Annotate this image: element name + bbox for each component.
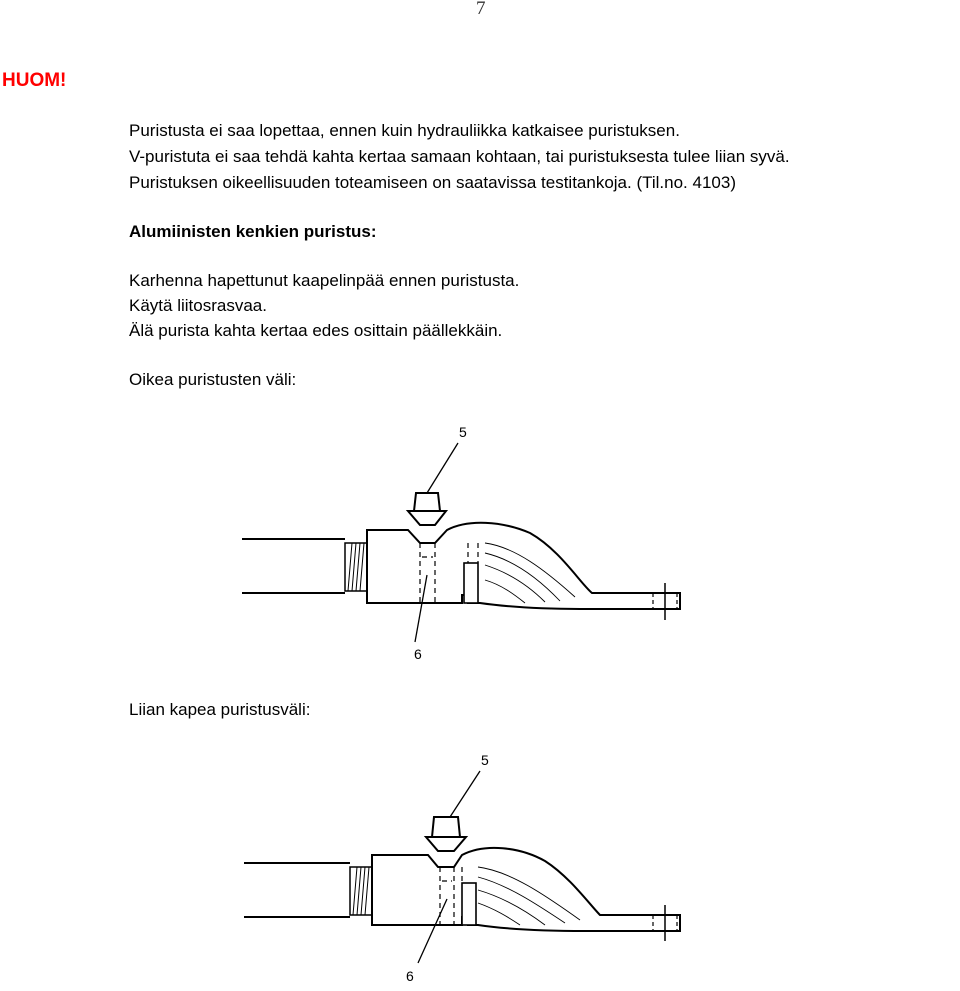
warning-line: V-puristuta ei saa tehdä kahta kertaa samaan kohtaan, tai puristuksesta tulee liian syvä. <box>129 147 790 166</box>
instruction-line: Älä purista kahta kertaa edes osittain päällekkäin. <box>129 321 503 340</box>
instruction-line: Karhenna hapettunut kaapelinpää ennen puristusta. <box>129 271 520 290</box>
label-bottom: 6 <box>406 968 414 984</box>
instruction-line: Käytä liitosrasvaa. <box>129 296 267 315</box>
crimp-diagram-correct <box>240 415 722 665</box>
warning-title: HUOM! <box>2 70 67 91</box>
figure-caption: Oikea puristusten väli: <box>129 370 297 389</box>
label-top: 5 <box>459 424 467 440</box>
section-heading: Alumiinisten kenkien puristus: <box>129 222 377 241</box>
warning-line: Puristusta ei saa lopettaa, ennen kuin hydrauliikka katkaisee puristuksen. <box>129 121 680 140</box>
crimp-diagram-narrow <box>240 745 722 991</box>
label-top: 5 <box>481 752 489 768</box>
page-number: 7 <box>476 0 486 19</box>
label-bottom: 6 <box>414 646 422 662</box>
warning-line: Puristuksen oikeellisuuden toteamiseen on saatavissa testitankoja. (Til.no. 4103) <box>129 173 736 192</box>
figure-caption: Liian kapea puristusväli: <box>129 700 311 719</box>
